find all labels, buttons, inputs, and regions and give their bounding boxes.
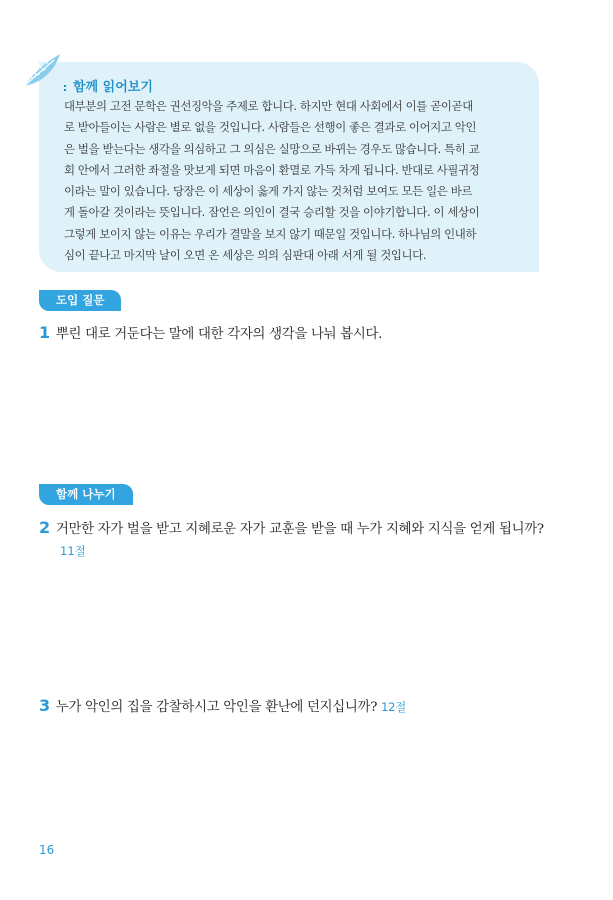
reading-line: 은 벌을 받는다는 생각을 의심하고 그 의심은 실망으로 바뀌는 경우도 많습니다. 특히 교	[64, 141, 480, 156]
question-2	[39, 518, 544, 537]
reading-line: 그렇게 보이지 않는 이유는 우리가 결말을 보지 않기 때문일 것입니다. 하나님의 인내하	[64, 226, 477, 241]
verse-reference: 12절	[381, 700, 406, 714]
question-1	[39, 323, 382, 342]
question-text: 뿌린 대로 거둔다는 말에 대한 각자의 생각을 나눠 봅시다.	[55, 327, 383, 342]
question-text: 거만한 자가 벌을 받고 지혜로운 자가 교훈을 받을 때 누가 지혜와 지식을 얻게 됩니까?	[55, 522, 544, 537]
question-number: 2	[39, 518, 50, 537]
question-3	[39, 696, 406, 715]
page-number: 16	[39, 843, 55, 857]
reading-title	[64, 76, 153, 95]
reading-line: 이라는 말이 있습니다. 당장은 이 세상이 옳게 가지 않는 것처럼 보여도 모든 일은 바르	[64, 184, 473, 199]
reading-line: 회 안에서 그러한 좌절을 맛보게 되면 마음이 환멸로 가득 차게 됩니다. 반대로 사필귀정	[64, 162, 480, 177]
reading-line: 로 받아들이는 사람은 별로 없을 것입니다. 사람들은 선행이 좋은 결과로 이어지고 악인	[64, 120, 477, 135]
reading-line: 게 돌아갈 것이라는 뜻입니다. 잠언은 의인이 결국 승리할 것을 이야기합니다. 이 세상이	[64, 205, 480, 220]
reading-line: 대부분의 고전 문학은 권선징악을 주제로 합니다. 하지만 현대 사회에서 이를 곧이곧대	[64, 99, 473, 113]
reading-line: 심이 끝나고 마지막 날이 오면 온 세상은 의의 심판대 아래 서게 될 것입니다.	[64, 248, 427, 263]
feather-icon	[20, 50, 64, 90]
intro-question-tag: 도입 질문	[39, 290, 121, 311]
question-number: 3	[39, 696, 50, 715]
question-text: 누가 악인의 집을 감찰하시고 악인을 환난에 던지십니까?	[55, 700, 378, 715]
verse-reference: 11절	[60, 544, 86, 558]
title-dots-icon	[64, 83, 67, 93]
share-together-tag: 함께 나누기	[39, 484, 133, 505]
question-number: 1	[39, 323, 50, 342]
reading-title-text: 함께 읽어보기	[73, 80, 153, 95]
reading-passage	[64, 96, 526, 266]
